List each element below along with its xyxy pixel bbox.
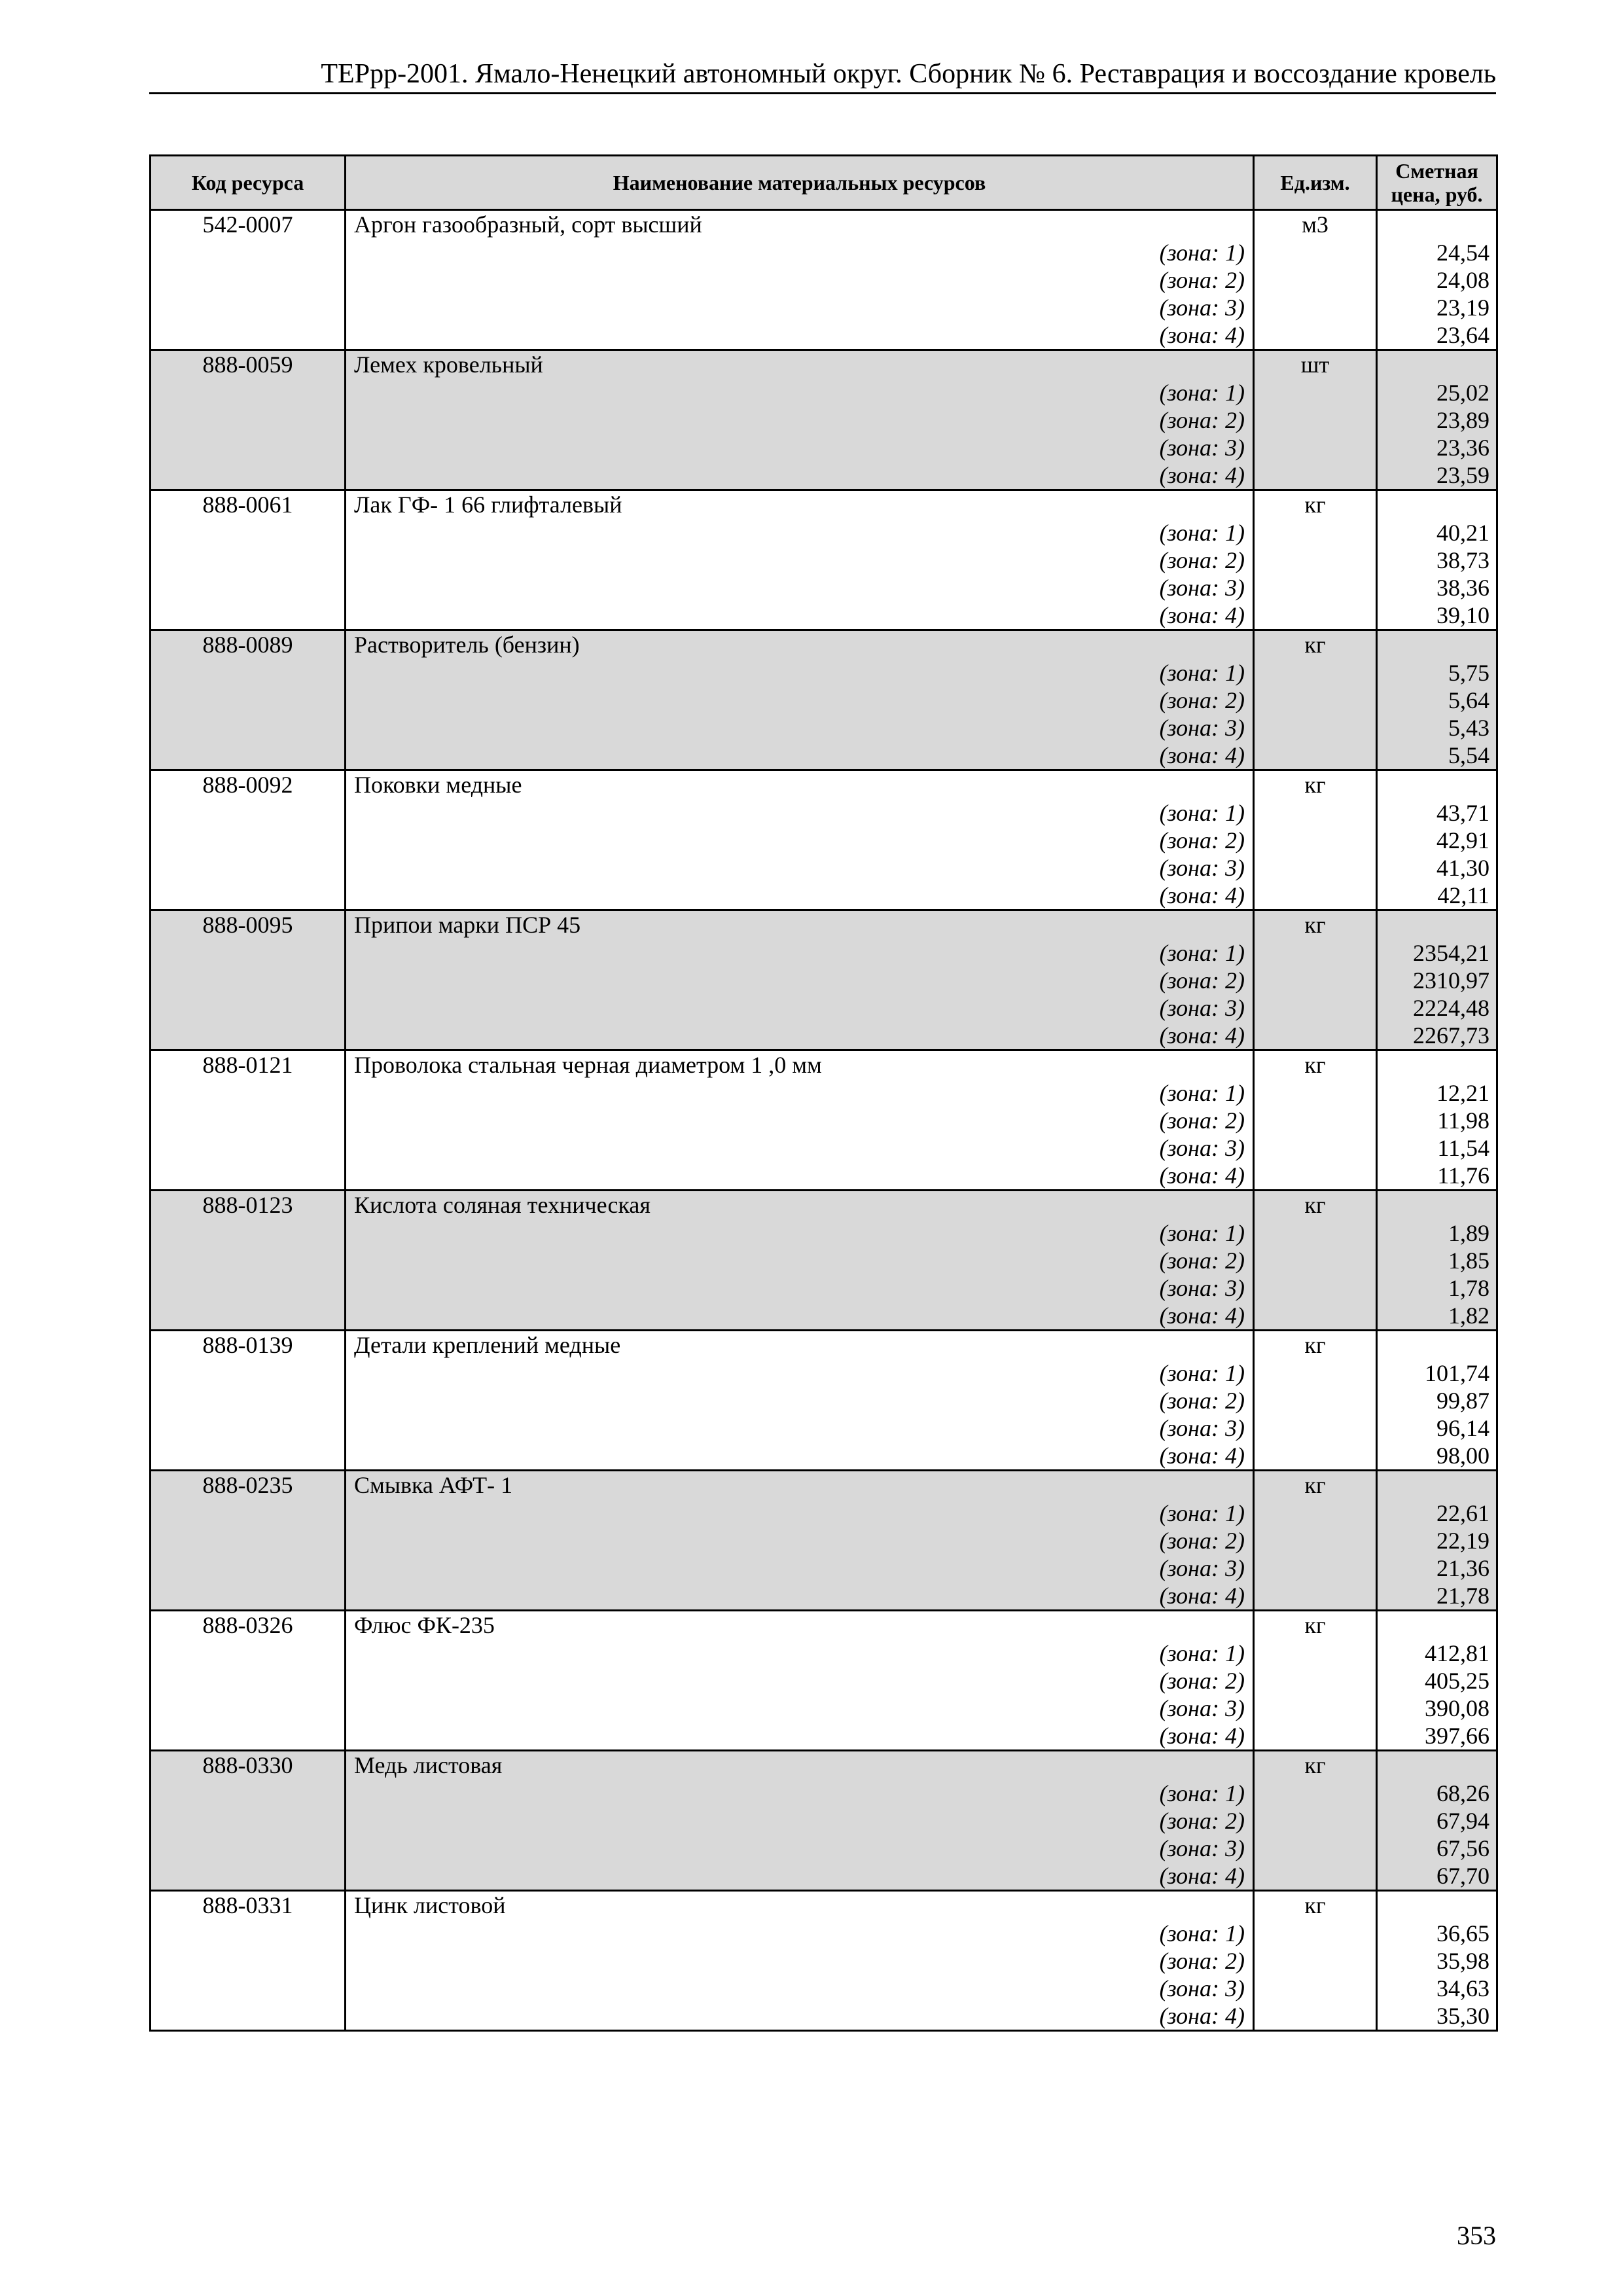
zone-label: (зона: 2) — [1159, 1808, 1245, 1834]
price-cell — [1377, 770, 1497, 910]
table-row — [151, 210, 1497, 350]
zone-label: (зона: 1) — [1159, 660, 1245, 686]
table-row — [151, 490, 1497, 630]
resource-name-cell — [346, 1331, 1254, 1471]
zone-label: (зона: 1) — [1159, 1220, 1245, 1246]
resource-name-cell — [346, 1471, 1254, 1611]
resource-code: 888-0331 — [151, 1891, 346, 2031]
zone-price: 35,30 — [1436, 2003, 1489, 2029]
zone-label: (зона: 1) — [1159, 1500, 1245, 1526]
zone-label: (зона: 3) — [1159, 995, 1245, 1021]
unit-of-measure: кг — [1254, 910, 1377, 1050]
resource-code: 888-0059 — [151, 350, 346, 490]
unit-of-measure: кг — [1254, 490, 1377, 630]
price-cell — [1377, 1751, 1497, 1891]
resource-name-cell — [346, 1191, 1254, 1331]
resource-name-cell — [346, 350, 1254, 490]
resource-name: Кислота соляная техническая — [354, 1192, 651, 1218]
price-cell — [1377, 910, 1497, 1050]
zone-price: 34,63 — [1436, 1975, 1489, 2001]
unit-of-measure: кг — [1254, 1191, 1377, 1331]
zone-label: (зона: 4) — [1159, 1863, 1245, 1889]
zone-label: (зона: 4) — [1159, 1022, 1245, 1049]
zone-price: 38,73 — [1436, 547, 1489, 573]
table-row — [151, 1050, 1497, 1191]
zone-price: 101,74 — [1425, 1360, 1489, 1386]
zone-price: 24,54 — [1436, 240, 1489, 266]
zone-label: (зона: 2) — [1159, 1528, 1245, 1554]
unit-of-measure: кг — [1254, 1611, 1377, 1751]
zone-label: (зона: 1) — [1159, 800, 1245, 826]
price-cell — [1377, 210, 1497, 350]
price-cell — [1377, 1331, 1497, 1471]
resource-name-cell — [346, 1050, 1254, 1191]
zone-price: 23,36 — [1436, 435, 1489, 461]
resource-name: Смывка АФТ- 1 — [354, 1472, 513, 1498]
zone-label: (зона: 3) — [1159, 1975, 1245, 2001]
zone-label: (зона: 2) — [1159, 547, 1245, 573]
unit-of-measure: кг — [1254, 630, 1377, 770]
zone-label: (зона: 3) — [1159, 295, 1245, 321]
zone-price: 397,66 — [1425, 1723, 1489, 1749]
page-number: 353 — [1457, 2221, 1496, 2250]
zone-price: 23,19 — [1436, 295, 1489, 321]
zone-price: 43,71 — [1436, 800, 1489, 826]
unit-of-measure: м3 — [1254, 210, 1377, 350]
zone-label: (зона: 2) — [1159, 1247, 1245, 1274]
zone-price: 42,11 — [1437, 882, 1489, 908]
zone-label: (зона: 4) — [1159, 1443, 1245, 1469]
zone-price: 67,94 — [1436, 1808, 1489, 1834]
resource-code: 888-0089 — [151, 630, 346, 770]
zone-price: 5,43 — [1448, 715, 1489, 741]
zone-label: (зона: 2) — [1159, 1948, 1245, 1974]
zone-label: (зона: 4) — [1159, 322, 1245, 348]
zone-price: 2310,97 — [1413, 967, 1489, 994]
resource-name-cell — [346, 1751, 1254, 1891]
zone-price: 96,14 — [1436, 1415, 1489, 1441]
zone-price: 23,89 — [1436, 407, 1489, 433]
resource-name-cell — [346, 210, 1254, 350]
zone-label: (зона: 3) — [1159, 1275, 1245, 1301]
document-title: ТЕРрр-2001. Ямало-Ненецкий автономный округ. Сборник № 6. Реставрация и воссоздание кровель — [321, 59, 1496, 89]
resource-code: 888-0326 — [151, 1611, 346, 1751]
zone-label: (зона: 3) — [1159, 715, 1245, 741]
zone-price: 405,25 — [1425, 1668, 1489, 1694]
zone-label: (зона: 2) — [1159, 407, 1245, 433]
resource-name-cell — [346, 1891, 1254, 2031]
resource-code: 888-0235 — [151, 1471, 346, 1611]
zone-price: 39,10 — [1436, 602, 1489, 628]
zone-label: (зона: 1) — [1159, 380, 1245, 406]
price-cell — [1377, 1050, 1497, 1191]
table-row — [151, 770, 1497, 910]
page-header — [149, 58, 1496, 94]
zone-price: 23,64 — [1436, 322, 1489, 348]
zone-price: 1,78 — [1448, 1275, 1489, 1301]
column-header-name: Наименование материальных ресурсов — [346, 156, 1254, 210]
zone-price: 25,02 — [1436, 380, 1489, 406]
zone-price: 22,19 — [1436, 1528, 1489, 1554]
zone-label: (зона: 1) — [1159, 240, 1245, 266]
zone-label: (зона: 1) — [1159, 1360, 1245, 1386]
price-cell — [1377, 630, 1497, 770]
zone-label: (зона: 3) — [1159, 1135, 1245, 1161]
price-cell — [1377, 350, 1497, 490]
resource-name-cell — [346, 630, 1254, 770]
unit-of-measure: кг — [1254, 770, 1377, 910]
zone-price: 1,85 — [1448, 1247, 1489, 1274]
zone-price: 2224,48 — [1413, 995, 1489, 1021]
resource-code: 888-0330 — [151, 1751, 346, 1891]
resource-code: 888-0095 — [151, 910, 346, 1050]
zone-label: (зона: 3) — [1159, 1835, 1245, 1861]
resource-price-table — [149, 154, 1498, 2032]
resource-name-cell — [346, 910, 1254, 1050]
resource-code: 888-0092 — [151, 770, 346, 910]
unit-of-measure: кг — [1254, 1331, 1377, 1471]
zone-price: 412,81 — [1425, 1640, 1489, 1666]
zone-label: (зона: 1) — [1159, 1640, 1245, 1666]
table-row — [151, 1751, 1497, 1891]
resource-name: Поковки медные — [354, 772, 522, 798]
zone-price: 5,54 — [1448, 742, 1489, 768]
zone-label: (зона: 4) — [1159, 1583, 1245, 1609]
zone-price: 42,91 — [1436, 827, 1489, 853]
zone-label: (зона: 1) — [1159, 940, 1245, 966]
column-header-unit: Ед.изм. — [1254, 156, 1377, 210]
zone-price: 5,64 — [1448, 687, 1489, 713]
zone-label: (зона: 1) — [1159, 1920, 1245, 1946]
table-body — [151, 210, 1497, 2031]
zone-price: 38,36 — [1436, 575, 1489, 601]
resource-name: Флюс ФК-235 — [354, 1612, 495, 1638]
zone-label: (зона: 2) — [1159, 827, 1245, 853]
unit-of-measure: кг — [1254, 1050, 1377, 1191]
zone-price: 24,08 — [1436, 267, 1489, 293]
zone-price: 11,76 — [1437, 1162, 1489, 1189]
zone-label: (зона: 1) — [1159, 1080, 1245, 1106]
table-row — [151, 1891, 1497, 2031]
zone-price: 41,30 — [1436, 855, 1489, 881]
column-header-price: Сметная цена, руб. — [1377, 156, 1497, 210]
zone-price: 2354,21 — [1413, 940, 1489, 966]
table-row — [151, 1191, 1497, 1331]
zone-price: 35,98 — [1436, 1948, 1489, 1974]
zone-label: (зона: 4) — [1159, 462, 1245, 488]
zone-label: (зона: 4) — [1159, 1723, 1245, 1749]
unit-of-measure: кг — [1254, 1891, 1377, 2031]
zone-label: (зона: 4) — [1159, 2003, 1245, 2029]
table-row — [151, 1331, 1497, 1471]
zone-price: 11,98 — [1437, 1107, 1489, 1134]
table-row — [151, 350, 1497, 490]
zone-price: 99,87 — [1436, 1388, 1489, 1414]
zone-price: 40,21 — [1436, 520, 1489, 546]
resource-name-cell — [346, 770, 1254, 910]
price-cell — [1377, 490, 1497, 630]
resource-name: Лак ГФ- 1 66 глифталевый — [354, 492, 622, 518]
unit-of-measure: кг — [1254, 1751, 1377, 1891]
zone-label: (зона: 3) — [1159, 435, 1245, 461]
zone-label: (зона: 2) — [1159, 1107, 1245, 1134]
resource-code: 888-0139 — [151, 1331, 346, 1471]
zone-price: 5,75 — [1448, 660, 1489, 686]
zone-label: (зона: 4) — [1159, 1302, 1245, 1329]
resource-name-cell — [346, 490, 1254, 630]
column-header-code: Код ресурса — [151, 156, 346, 210]
zone-price: 68,26 — [1436, 1780, 1489, 1806]
price-cell — [1377, 1471, 1497, 1611]
table-row — [151, 1471, 1497, 1611]
zone-label: (зона: 4) — [1159, 742, 1245, 768]
price-cell — [1377, 1191, 1497, 1331]
resource-name: Лемех кровельный — [354, 351, 543, 378]
zone-price: 11,54 — [1437, 1135, 1489, 1161]
table-header-row — [151, 156, 1497, 210]
zone-price: 1,82 — [1448, 1302, 1489, 1329]
resource-name: Припои марки ПСР 45 — [354, 912, 581, 938]
resource-name: Растворитель (бензин) — [354, 632, 580, 658]
zone-price: 23,59 — [1436, 462, 1489, 488]
zone-label: (зона: 1) — [1159, 1780, 1245, 1806]
price-cell — [1377, 1891, 1497, 2031]
resource-name: Цинк листовой — [354, 1892, 506, 1918]
zone-label: (зона: 3) — [1159, 1555, 1245, 1581]
zone-label: (зона: 3) — [1159, 1695, 1245, 1721]
resource-code: 888-0123 — [151, 1191, 346, 1331]
zone-price: 67,70 — [1436, 1863, 1489, 1889]
zone-label: (зона: 2) — [1159, 687, 1245, 713]
zone-price: 390,08 — [1425, 1695, 1489, 1721]
resource-code: 888-0061 — [151, 490, 346, 630]
zone-price: 21,36 — [1436, 1555, 1489, 1581]
zone-price: 67,56 — [1436, 1835, 1489, 1861]
resource-code: 542-0007 — [151, 210, 346, 350]
zone-label: (зона: 3) — [1159, 575, 1245, 601]
unit-of-measure: шт — [1254, 350, 1377, 490]
zone-price: 36,65 — [1436, 1920, 1489, 1946]
resource-name: Детали креплений медные — [354, 1332, 621, 1358]
zone-label: (зона: 3) — [1159, 855, 1245, 881]
resource-name: Проволока стальная черная диаметром 1 ,0 мм — [354, 1052, 822, 1078]
resource-code: 888-0121 — [151, 1050, 346, 1191]
zone-label: (зона: 2) — [1159, 1668, 1245, 1694]
zone-label: (зона: 2) — [1159, 1388, 1245, 1414]
table-row — [151, 630, 1497, 770]
zone-price: 2267,73 — [1413, 1022, 1489, 1049]
zone-price: 12,21 — [1436, 1080, 1489, 1106]
zone-label: (зона: 4) — [1159, 602, 1245, 628]
zone-price: 1,89 — [1448, 1220, 1489, 1246]
zone-label: (зона: 4) — [1159, 882, 1245, 908]
zone-label: (зона: 3) — [1159, 1415, 1245, 1441]
zone-label: (зона: 2) — [1159, 267, 1245, 293]
table-row — [151, 910, 1497, 1050]
resource-name: Аргон газообразный, сорт высший — [354, 211, 702, 238]
table-row — [151, 1611, 1497, 1751]
zone-price: 22,61 — [1436, 1500, 1489, 1526]
zone-price: 98,00 — [1436, 1443, 1489, 1469]
zone-label: (зона: 4) — [1159, 1162, 1245, 1189]
price-cell — [1377, 1611, 1497, 1751]
resource-name-cell — [346, 1611, 1254, 1751]
zone-label: (зона: 2) — [1159, 967, 1245, 994]
zone-price: 21,78 — [1436, 1583, 1489, 1609]
zone-label: (зона: 1) — [1159, 520, 1245, 546]
unit-of-measure: кг — [1254, 1471, 1377, 1611]
resource-name: Медь листовая — [354, 1752, 503, 1778]
